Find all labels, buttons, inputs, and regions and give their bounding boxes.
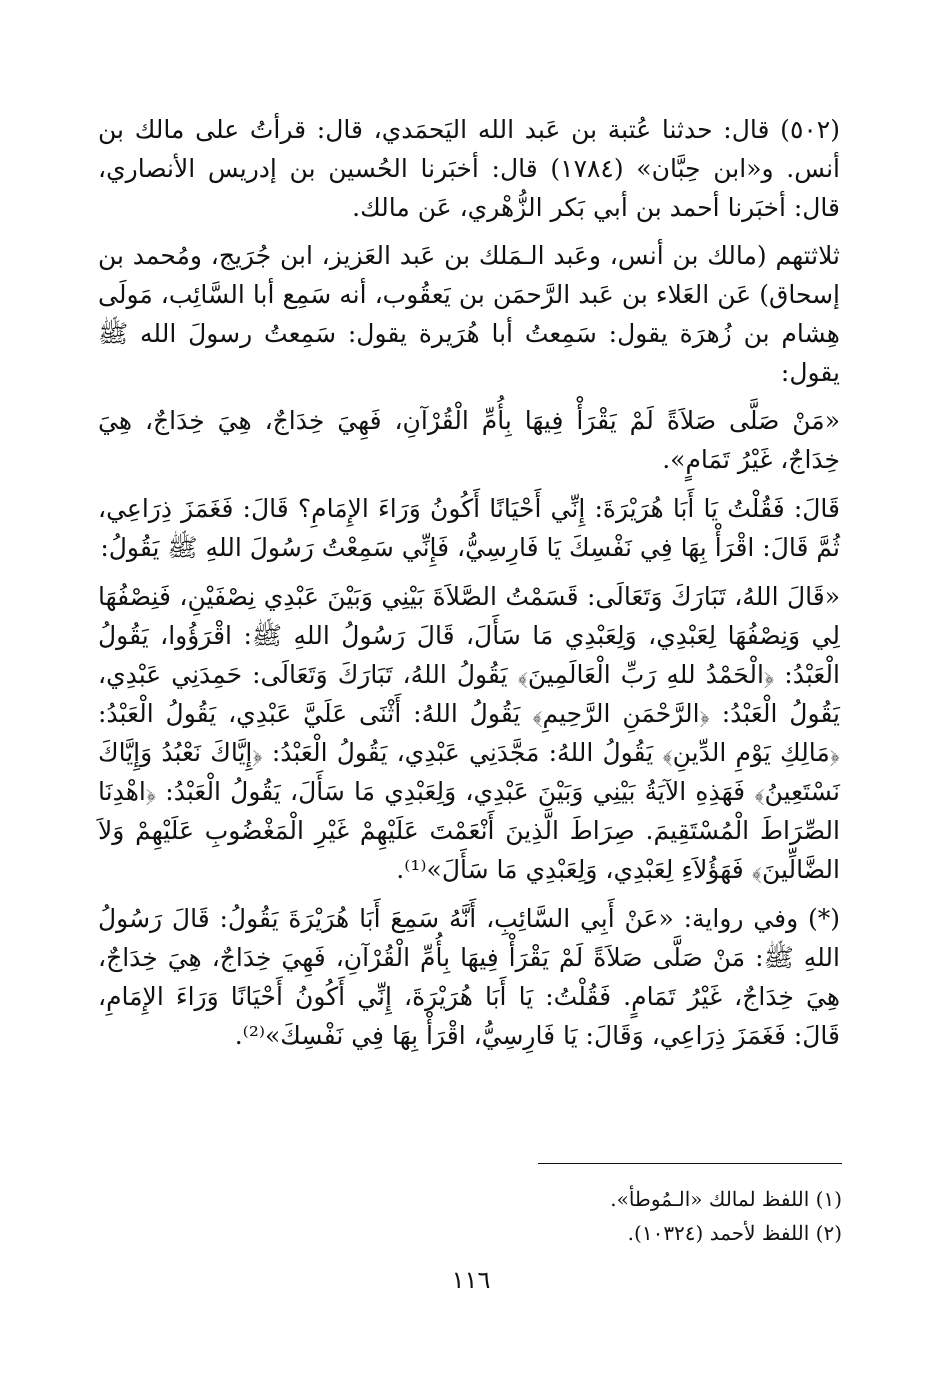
isnad-paragraph: ثلاثتهم (مالك بن أنس، وعَبد الـمَلك بن عَبد العَزيز، ابن جُرَيج، ومُحمد بن إسحاق) عَن العَلاء بن عَبد الرَّحمَن بن يَعقُوب، أنه سَمِع أبا السَّائِب، مَولَى هِشام بن زُهرَة يقول: سَمِعتُ أبا هُرَيرة يقول: سَمِعتُ رسولَ الله ﷺ يقول:: [98, 241, 840, 387]
footnote: (٢) اللفظ لأحمد (١٠٣٢٤).: [627, 1221, 842, 1245]
hadith-text: «مَنْ صَلَّى صَلاَةً لَمْ يَقْرَأْ فِيهَا بِأُمِّ الْقُرْآنِ، فَهِيَ خِدَاجٌ، هِيَ خِدَاجٌ، هِيَ خِدَاجٌ، غَيْرُ تَمَامٍ».: [98, 406, 840, 474]
footnote-divider: [538, 1163, 842, 1164]
footnotes: [420, 1182, 842, 1250]
hadith-text: قَالَ: فَقُلْتُ يَا أَبَا هُرَيْرَةَ: إِنِّي أَحْيَانًا أَكُونُ وَرَاءَ الإِمَامِ؟ قَالَ: فَغَمَزَ ذِرَاعِي، ثُمَّ قَالَ: اقْرَأْ بِهَا فِي نَفْسِكَ يَا فَارِسِيُّ، فَإِنِّي سَمِعْتُ رَسُولَ اللهِ ﷺ يَقُولُ:: [98, 494, 840, 562]
page-number: ١١٦: [451, 1266, 491, 1294]
riwaya-paragraph: (*) وفي رواية: «عَنْ أَبِي السَّائِبِ، أَنَّهُ سَمِعَ أَبَا هُرَيْرَةَ يَقُولُ: قَالَ رَسُولُ اللهِ ﷺ: مَنْ صَلَّى صَلاَةً لَمْ يَقْرَأْ فِيهَا بِأُمِّ الْقُرْآنِ، فَهِيَ خِدَاجٌ، هِيَ خِدَاجٌ، هِيَ خِدَاجٌ، غَيْرُ تَمَامٍ. فَقُلْتُ: يَا أَبَا هُرَيْرَةَ، إِنِّي أَكُونُ أَحْيَانًا وَرَاءَ الإِمَامِ، قَالَ: فَغَمَزَ ذِرَاعِي، وَقَالَ: يَا فَارِسِيُّ، اقْرَأْ بِهَا فِي نَفْسِكَ»⁽²⁾.: [98, 904, 840, 1050]
main-text: [98, 110, 840, 1065]
isnad-paragraph: (٥٠٢) قال: حدثنا عُتبة بن عَبد الله اليَحمَدي، قال: قرأتُ على مالك بن أنس. و«ابن حِبَّان» (١٧٨٤) قال: أخبَرنا الحُسين بن إدريس الأنصاري، قال: أخبَرنا أحمد بن أبي بَكر الزُّهْري، عَن مالك.: [98, 115, 841, 222]
hadith-qudsi-text: «قَالَ اللهُ، تَبَارَكَ وَتَعَالَى: قَسَمْتُ الصَّلاَةَ بَيْنِي وَبَيْنَ عَبْدِي نِصْفَيْنِ، فَنِصْفُهَا لِي وَنِصْفُهَا لِعَبْدِي، وَلِعَبْدِي مَا سَأَلَ، قَالَ رَسُولُ اللهِ ﷺ: اقْرَؤُوا، يَقُولُ الْعَبْدُ: ﴿الْحَمْدُ للهِ رَبِّ الْعَالَمِينَ﴾ يَقُولُ اللهُ، تَبَارَكَ وَتَعَالَى: حَمِدَنِي عَبْدِي، يَقُولُ الْعَبْدُ: ﴿الرَّحْمَنِ الرَّحِيمِ﴾ يَقُولُ اللهُ: أَثْنَى عَلَيَّ عَبْدِي، يَقُولُ الْعَبْدُ: ﴿مَالِكِ يَوْمِ الدِّينِ﴾ يَقُولُ اللهُ: مَجَّدَنِي عَبْدِي، يَقُولُ الْعَبْدُ: ﴿إِيَّاكَ نَعْبُدُ وَإِيَّاكَ نَسْتَعِينُ﴾ فَهَذِهِ الآيَةُ بَيْنِي وَبَيْنَ عَبْدِي، وَلِعَبْدِي مَا سَأَلَ، يَقُولُ الْعَبْدُ: ﴿اهْدِنَا الصِّرَاطَ الْمُسْتَقِيمَ. صِرَاطَ الَّذِينَ أَنْعَمْتَ عَلَيْهِمْ غَيْرِ الْمَغْضُوبِ عَلَيْهِمْ وَلاَ الضَّالِّينَ﴾ فَهَؤُلاَءِ لِعَبْدِي، وَلِعَبْدِي مَا سَأَلَ»⁽¹⁾.: [98, 582, 840, 884]
footnote: (١) اللفظ لمالك «الـمُوطأ».: [610, 1187, 842, 1211]
